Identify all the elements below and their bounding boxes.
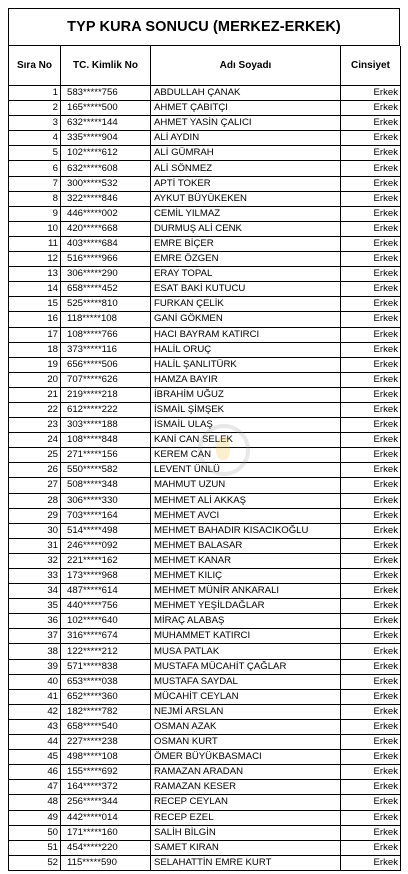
page-title: TYP KURA SONUCU (MERKEZ-ERKEK)	[8, 8, 400, 46]
cell-adi-soyadi: AHMET ÇABITÇI	[151, 101, 341, 116]
cell-sira-no: 20	[9, 372, 61, 387]
cell-adi-soyadi: MUSTAFA SAYDAL	[151, 674, 341, 689]
table-row	[9, 478, 401, 493]
cell-cinsiyet: Erkek	[341, 599, 401, 614]
cell-sira-no: 14	[9, 282, 61, 297]
cell-tc-kimlik-no: 322*****846	[61, 191, 151, 206]
cell-sira-no: 49	[9, 810, 61, 825]
cell-adi-soyadi: MEHMET KANAR	[151, 553, 341, 568]
cell-sira-no: 43	[9, 719, 61, 734]
cell-adi-soyadi: ÖMER BÜYÜKBASMACI	[151, 750, 341, 765]
cell-sira-no: 35	[9, 599, 61, 614]
cell-tc-kimlik-no: 271*****156	[61, 448, 151, 463]
table-row	[9, 508, 401, 523]
cell-cinsiyet: Erkek	[341, 765, 401, 780]
cell-adi-soyadi: MAHMUT UZUN	[151, 478, 341, 493]
cell-sira-no: 27	[9, 478, 61, 493]
cell-adi-soyadi: MİRAÇ ALABAŞ	[151, 614, 341, 629]
cell-adi-soyadi: MUHAMMET KATIRCI	[151, 629, 341, 644]
cell-adi-soyadi: SALİH BİLGİN	[151, 825, 341, 840]
cell-tc-kimlik-no: 571*****838	[61, 659, 151, 674]
cell-adi-soyadi: İSMAİL ULAŞ	[151, 418, 341, 433]
cell-tc-kimlik-no: 498*****108	[61, 750, 151, 765]
cell-sira-no: 42	[9, 704, 61, 719]
cell-adi-soyadi: AHMET YASİN ÇALICI	[151, 116, 341, 131]
cell-tc-kimlik-no: 165*****500	[61, 101, 151, 116]
table-row	[9, 689, 401, 704]
table-row	[9, 387, 401, 402]
cell-cinsiyet: Erkek	[341, 614, 401, 629]
cell-adi-soyadi: ALİ GÜMRAH	[151, 146, 341, 161]
results-sheet	[8, 8, 400, 871]
cell-sira-no: 8	[9, 191, 61, 206]
header-adi-soyadi: Adı Soyadı	[151, 46, 341, 86]
cell-sira-no: 44	[9, 735, 61, 750]
table-row	[9, 206, 401, 221]
cell-sira-no: 19	[9, 357, 61, 372]
table-row	[9, 538, 401, 553]
cell-cinsiyet: Erkek	[341, 116, 401, 131]
cell-sira-no: 21	[9, 387, 61, 402]
cell-sira-no: 18	[9, 342, 61, 357]
cell-tc-kimlik-no: 227*****238	[61, 735, 151, 750]
cell-adi-soyadi: MEHMET MÜNİR ANKARALI	[151, 584, 341, 599]
cell-adi-soyadi: ABDULLAH ÇANAK	[151, 86, 341, 101]
cell-sira-no: 48	[9, 795, 61, 810]
cell-cinsiyet: Erkek	[341, 750, 401, 765]
cell-cinsiyet: Erkek	[341, 146, 401, 161]
cell-adi-soyadi: HALİL ORUÇ	[151, 342, 341, 357]
cell-cinsiyet: Erkek	[341, 508, 401, 523]
cell-cinsiyet: Erkek	[341, 538, 401, 553]
cell-tc-kimlik-no: 440*****756	[61, 599, 151, 614]
cell-cinsiyet: Erkek	[341, 206, 401, 221]
cell-cinsiyet: Erkek	[341, 719, 401, 734]
cell-tc-kimlik-no: 306*****330	[61, 493, 151, 508]
cell-cinsiyet: Erkek	[341, 372, 401, 387]
table-row	[9, 765, 401, 780]
cell-sira-no: 24	[9, 433, 61, 448]
cell-sira-no: 46	[9, 765, 61, 780]
cell-sira-no: 26	[9, 463, 61, 478]
table-row	[9, 795, 401, 810]
table-row	[9, 221, 401, 236]
table-row	[9, 840, 401, 855]
cell-tc-kimlik-no: 373*****116	[61, 342, 151, 357]
cell-cinsiyet: Erkek	[341, 236, 401, 251]
table-row	[9, 448, 401, 463]
cell-adi-soyadi: EMRE BİÇER	[151, 236, 341, 251]
cell-cinsiyet: Erkek	[341, 131, 401, 146]
cell-cinsiyet: Erkek	[341, 780, 401, 795]
cell-adi-soyadi: OSMAN KURT	[151, 735, 341, 750]
cell-tc-kimlik-no: 525*****810	[61, 297, 151, 312]
table-row	[9, 252, 401, 267]
cell-tc-kimlik-no: 303*****188	[61, 418, 151, 433]
cell-cinsiyet: Erkek	[341, 644, 401, 659]
cell-adi-soyadi: HAMZA BAYIR	[151, 372, 341, 387]
cell-cinsiyet: Erkek	[341, 855, 401, 870]
cell-sira-no: 9	[9, 206, 61, 221]
table-row	[9, 312, 401, 327]
table-row	[9, 342, 401, 357]
cell-sira-no: 47	[9, 780, 61, 795]
table-row	[9, 855, 401, 870]
table-row	[9, 493, 401, 508]
table-row	[9, 780, 401, 795]
cell-sira-no: 12	[9, 252, 61, 267]
cell-cinsiyet: Erkek	[341, 433, 401, 448]
cell-adi-soyadi: AYKUT BÜYÜKEKEN	[151, 191, 341, 206]
table-row	[9, 372, 401, 387]
cell-tc-kimlik-no: 108*****766	[61, 327, 151, 342]
cell-cinsiyet: Erkek	[341, 161, 401, 176]
table-row	[9, 191, 401, 206]
table-row	[9, 116, 401, 131]
cell-cinsiyet: Erkek	[341, 735, 401, 750]
cell-sira-no: 28	[9, 493, 61, 508]
cell-adi-soyadi: SELAHATTİN EMRE KURT	[151, 855, 341, 870]
table-row	[9, 750, 401, 765]
cell-tc-kimlik-no: 442*****014	[61, 810, 151, 825]
cell-adi-soyadi: ESAT BAKİ KUTUCU	[151, 282, 341, 297]
cell-adi-soyadi: MUSTAFA MÜCAHİT ÇAĞLAR	[151, 659, 341, 674]
cell-tc-kimlik-no: 420*****668	[61, 221, 151, 236]
cell-adi-soyadi: RAMAZAN ARADAN	[151, 765, 341, 780]
cell-sira-no: 40	[9, 674, 61, 689]
table-row	[9, 463, 401, 478]
table-row	[9, 101, 401, 116]
cell-adi-soyadi: MEHMET YEŞİLDAĞLAR	[151, 599, 341, 614]
table-row	[9, 644, 401, 659]
cell-tc-kimlik-no: 653*****038	[61, 674, 151, 689]
cell-adi-soyadi: ALİ AYDIN	[151, 131, 341, 146]
cell-sira-no: 23	[9, 418, 61, 433]
header-tc-kimlik-no: TC. Kimlik No	[61, 46, 151, 86]
cell-tc-kimlik-no: 118*****108	[61, 312, 151, 327]
cell-sira-no: 10	[9, 221, 61, 236]
table-row	[9, 719, 401, 734]
cell-tc-kimlik-no: 658*****540	[61, 719, 151, 734]
cell-tc-kimlik-no: 583*****756	[61, 86, 151, 101]
cell-adi-soyadi: KEREM CAN	[151, 448, 341, 463]
cell-tc-kimlik-no: 508*****348	[61, 478, 151, 493]
cell-cinsiyet: Erkek	[341, 795, 401, 810]
cell-sira-no: 7	[9, 176, 61, 191]
cell-sira-no: 29	[9, 508, 61, 523]
cell-sira-no: 38	[9, 644, 61, 659]
cell-cinsiyet: Erkek	[341, 569, 401, 584]
cell-sira-no: 22	[9, 402, 61, 417]
cell-cinsiyet: Erkek	[341, 674, 401, 689]
table-row	[9, 418, 401, 433]
cell-tc-kimlik-no: 173*****968	[61, 569, 151, 584]
cell-cinsiyet: Erkek	[341, 584, 401, 599]
cell-tc-kimlik-no: 632*****608	[61, 161, 151, 176]
cell-tc-kimlik-no: 403*****684	[61, 236, 151, 251]
cell-cinsiyet: Erkek	[341, 312, 401, 327]
table-body	[9, 86, 401, 871]
cell-cinsiyet: Erkek	[341, 327, 401, 342]
cell-cinsiyet: Erkek	[341, 810, 401, 825]
cell-tc-kimlik-no: 221*****162	[61, 553, 151, 568]
table-row	[9, 297, 401, 312]
cell-cinsiyet: Erkek	[341, 357, 401, 372]
cell-sira-no: 4	[9, 131, 61, 146]
cell-cinsiyet: Erkek	[341, 282, 401, 297]
table-row	[9, 629, 401, 644]
cell-sira-no: 17	[9, 327, 61, 342]
table-row	[9, 659, 401, 674]
cell-tc-kimlik-no: 306*****290	[61, 267, 151, 282]
cell-adi-soyadi: HALİL ŞANLITÜRK	[151, 357, 341, 372]
cell-sira-no: 3	[9, 116, 61, 131]
cell-adi-soyadi: RAMAZAN KESER	[151, 780, 341, 795]
cell-cinsiyet: Erkek	[341, 297, 401, 312]
cell-tc-kimlik-no: 102*****640	[61, 614, 151, 629]
table-row	[9, 131, 401, 146]
cell-cinsiyet: Erkek	[341, 840, 401, 855]
cell-cinsiyet: Erkek	[341, 387, 401, 402]
cell-sira-no: 45	[9, 750, 61, 765]
cell-sira-no: 51	[9, 840, 61, 855]
cell-sira-no: 6	[9, 161, 61, 176]
cell-cinsiyet: Erkek	[341, 252, 401, 267]
cell-cinsiyet: Erkek	[341, 704, 401, 719]
cell-tc-kimlik-no: 246*****092	[61, 538, 151, 553]
cell-sira-no: 50	[9, 825, 61, 840]
header-sira-no: Sıra No	[9, 46, 61, 86]
cell-sira-no: 36	[9, 614, 61, 629]
cell-adi-soyadi: İBRAHİM UĞUZ	[151, 387, 341, 402]
cell-adi-soyadi: İSMAİL ŞİMŞEK	[151, 402, 341, 417]
cell-sira-no: 5	[9, 146, 61, 161]
cell-adi-soyadi: MEHMET BALASAR	[151, 538, 341, 553]
cell-tc-kimlik-no: 256*****344	[61, 795, 151, 810]
cell-tc-kimlik-no: 155*****692	[61, 765, 151, 780]
cell-sira-no: 13	[9, 267, 61, 282]
cell-cinsiyet: Erkek	[341, 478, 401, 493]
cell-tc-kimlik-no: 446*****002	[61, 206, 151, 221]
cell-tc-kimlik-no: 487*****614	[61, 584, 151, 599]
cell-cinsiyet: Erkek	[341, 191, 401, 206]
cell-tc-kimlik-no: 707*****626	[61, 372, 151, 387]
header-cinsiyet: Cinsiyet	[341, 46, 401, 86]
cell-sira-no: 2	[9, 101, 61, 116]
cell-tc-kimlik-no: 703*****164	[61, 508, 151, 523]
table-row	[9, 267, 401, 282]
cell-adi-soyadi: MEHMET BAHADIR KISACIKOĞLU	[151, 523, 341, 538]
cell-cinsiyet: Erkek	[341, 825, 401, 840]
cell-adi-soyadi: HACI BAYRAM KATIRCI	[151, 327, 341, 342]
table-row	[9, 327, 401, 342]
cell-tc-kimlik-no: 658*****452	[61, 282, 151, 297]
cell-cinsiyet: Erkek	[341, 418, 401, 433]
cell-cinsiyet: Erkek	[341, 176, 401, 191]
table-row	[9, 282, 401, 297]
table-row	[9, 236, 401, 251]
cell-tc-kimlik-no: 300*****532	[61, 176, 151, 191]
cell-sira-no: 33	[9, 569, 61, 584]
cell-cinsiyet: Erkek	[341, 448, 401, 463]
cell-tc-kimlik-no: 454*****220	[61, 840, 151, 855]
cell-tc-kimlik-no: 335*****904	[61, 131, 151, 146]
table-header-row	[9, 46, 401, 86]
cell-cinsiyet: Erkek	[341, 402, 401, 417]
cell-adi-soyadi: OSMAN AZAK	[151, 719, 341, 734]
cell-adi-soyadi: APTİ TOKER	[151, 176, 341, 191]
cell-sira-no: 16	[9, 312, 61, 327]
cell-adi-soyadi: FURKAN ÇELİK	[151, 297, 341, 312]
cell-cinsiyet: Erkek	[341, 101, 401, 116]
cell-sira-no: 1	[9, 86, 61, 101]
results-table	[8, 46, 401, 871]
table-row	[9, 161, 401, 176]
table-row	[9, 735, 401, 750]
cell-cinsiyet: Erkek	[341, 86, 401, 101]
cell-adi-soyadi: NEJMİ ARSLAN	[151, 704, 341, 719]
cell-sira-no: 37	[9, 629, 61, 644]
table-row	[9, 569, 401, 584]
table-row	[9, 584, 401, 599]
cell-cinsiyet: Erkek	[341, 267, 401, 282]
cell-tc-kimlik-no: 632*****144	[61, 116, 151, 131]
cell-adi-soyadi: SAMET KIRAN	[151, 840, 341, 855]
table-row	[9, 86, 401, 101]
cell-tc-kimlik-no: 612*****222	[61, 402, 151, 417]
cell-tc-kimlik-no: 514*****498	[61, 523, 151, 538]
cell-adi-soyadi: GANİ GÖKMEN	[151, 312, 341, 327]
cell-sira-no: 11	[9, 236, 61, 251]
cell-cinsiyet: Erkek	[341, 659, 401, 674]
cell-adi-soyadi: MEHMET AVCI	[151, 508, 341, 523]
cell-adi-soyadi: RECEP EZEL	[151, 810, 341, 825]
cell-adi-soyadi: CEMİL YILMAZ	[151, 206, 341, 221]
cell-tc-kimlik-no: 516*****966	[61, 252, 151, 267]
cell-cinsiyet: Erkek	[341, 493, 401, 508]
cell-sira-no: 41	[9, 689, 61, 704]
cell-adi-soyadi: EMRE ÖZGEN	[151, 252, 341, 267]
table-row	[9, 553, 401, 568]
cell-sira-no: 15	[9, 297, 61, 312]
table-row	[9, 704, 401, 719]
table-row	[9, 357, 401, 372]
cell-tc-kimlik-no: 102*****612	[61, 146, 151, 161]
cell-cinsiyet: Erkek	[341, 221, 401, 236]
cell-tc-kimlik-no: 652*****360	[61, 689, 151, 704]
table-row	[9, 599, 401, 614]
table-row	[9, 176, 401, 191]
cell-sira-no: 39	[9, 659, 61, 674]
cell-tc-kimlik-no: 219*****218	[61, 387, 151, 402]
cell-tc-kimlik-no: 171*****160	[61, 825, 151, 840]
cell-tc-kimlik-no: 550*****582	[61, 463, 151, 478]
cell-tc-kimlik-no: 108*****848	[61, 433, 151, 448]
cell-tc-kimlik-no: 182*****782	[61, 704, 151, 719]
table-row	[9, 810, 401, 825]
cell-tc-kimlik-no: 115*****590	[61, 855, 151, 870]
cell-sira-no: 25	[9, 448, 61, 463]
cell-adi-soyadi: KANİ CAN SELEK	[151, 433, 341, 448]
table-row	[9, 523, 401, 538]
cell-cinsiyet: Erkek	[341, 523, 401, 538]
cell-adi-soyadi: MEHMET KILIÇ	[151, 569, 341, 584]
table-row	[9, 433, 401, 448]
cell-adi-soyadi: RECEP CEYLAN	[151, 795, 341, 810]
table-row	[9, 674, 401, 689]
table-row	[9, 825, 401, 840]
cell-tc-kimlik-no: 656*****506	[61, 357, 151, 372]
cell-cinsiyet: Erkek	[341, 342, 401, 357]
cell-sira-no: 34	[9, 584, 61, 599]
table-row	[9, 614, 401, 629]
cell-cinsiyet: Erkek	[341, 463, 401, 478]
cell-sira-no: 52	[9, 855, 61, 870]
cell-sira-no: 32	[9, 553, 61, 568]
cell-adi-soyadi: LEVENT ÜNLÜ	[151, 463, 341, 478]
cell-adi-soyadi: MÜCAHİT CEYLAN	[151, 689, 341, 704]
cell-tc-kimlik-no: 316*****674	[61, 629, 151, 644]
cell-tc-kimlik-no: 122*****212	[61, 644, 151, 659]
cell-cinsiyet: Erkek	[341, 629, 401, 644]
table-row	[9, 146, 401, 161]
cell-sira-no: 30	[9, 523, 61, 538]
table-row	[9, 402, 401, 417]
cell-tc-kimlik-no: 164*****372	[61, 780, 151, 795]
cell-adi-soyadi: MUSA PATLAK	[151, 644, 341, 659]
cell-adi-soyadi: MEHMET ALİ AKKAŞ	[151, 493, 341, 508]
cell-adi-soyadi: ERAY TOPAL	[151, 267, 341, 282]
cell-cinsiyet: Erkek	[341, 689, 401, 704]
cell-sira-no: 31	[9, 538, 61, 553]
cell-adi-soyadi: ALİ SÖNMEZ	[151, 161, 341, 176]
cell-adi-soyadi: DURMUŞ ALİ CENK	[151, 221, 341, 236]
cell-cinsiyet: Erkek	[341, 553, 401, 568]
